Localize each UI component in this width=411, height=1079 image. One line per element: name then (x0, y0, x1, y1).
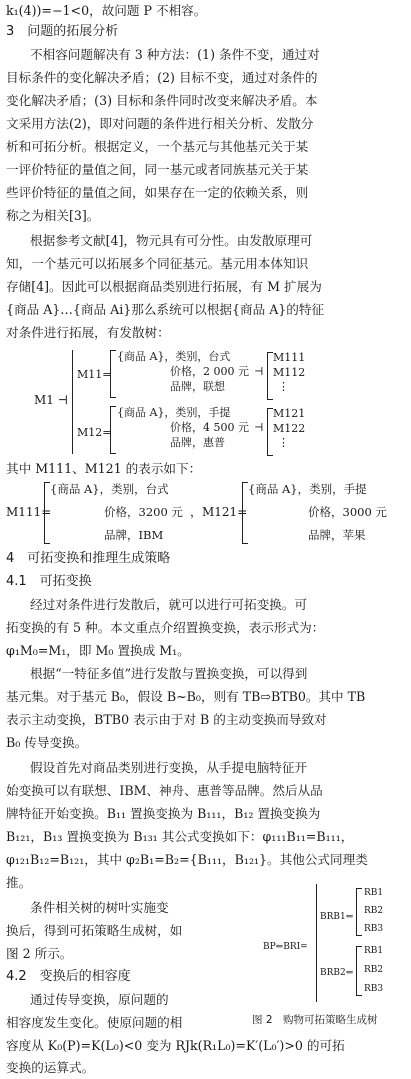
text-line: 变化解决矛盾；(3) 目标和条件同时改变来解决矛盾。本 (6, 93, 318, 108)
text-line: 牌特征开始变换。B₁₁ 置换变换为 B₁₁₁，B₁₂ 置换变换为 (6, 806, 321, 821)
text-line: 不相容问题解决有 3 种方法：(1) 条件不变，通过对 (30, 47, 320, 62)
tree-brace (72, 350, 73, 454)
text-line: B₁₂₁，B₁₃ 置换变换为 B₁₃₁ 其公式变换如下：φ₁₁₁B₁₁=B₁₁₁， (6, 829, 354, 844)
m11-row: {商品 A}，类别，台式 (117, 350, 231, 363)
section-heading-3: 3 问题的拓展分析 (6, 24, 119, 39)
figure-caption: 图 2 购物可拓策略生成树 (252, 1014, 378, 1026)
m121-child: M121 (273, 407, 306, 420)
m11-label: M11= (77, 368, 112, 381)
m12-row: 品牌，惠普 (170, 436, 225, 449)
m12-row: 价格，4 500 元 (170, 421, 249, 434)
m12-matrix-bracket (110, 406, 116, 454)
m111-row: 品牌，IBM (104, 528, 164, 542)
text-line: φ₁₂₁B₁₂=B₁₂₁，其中 φ₂B₁=B₂={B₁₁₁，B₁₂₁}。其他公式同理类 (6, 852, 368, 867)
m121-label: ，M121= (190, 505, 248, 519)
section-heading-4: 4 可拓变换和推理生成策略 (6, 551, 171, 566)
tree-leaf: RB2 (364, 965, 384, 975)
text-line: 拓变换的有 5 种。本文重点介绍置换变换，表示形式为： (6, 620, 325, 635)
text-line: 条件相关树的树叶实施变 (30, 900, 169, 915)
arrow-symbol: ⊣ (254, 365, 264, 378)
arrow-symbol: ⊣ (254, 421, 264, 434)
ellipsis: ⋮ (278, 436, 289, 449)
text-line: 其中 M111、M121 的表示如下： (6, 461, 202, 476)
m122-child: M122 (273, 422, 306, 435)
text-line: 些评价特征的量值之间，如果存在一定的依赖关系，则 (6, 185, 309, 200)
m111-row: {商品 A}，类别，台式 (50, 482, 169, 496)
tree-branch-node: BRB1⇐ (320, 912, 354, 922)
m12-label: M12= (77, 426, 112, 439)
m111-label: M111= (6, 505, 52, 519)
text-line: 始变换可以有联想、IBM、神舟、惠普等品牌。然后从品 (6, 783, 323, 798)
m12-row: {商品 A}，类别，手提 (117, 406, 231, 419)
text-line: 相容度发生变化。使原问题的相 (6, 1015, 183, 1030)
tree-leaf: RB2 (364, 906, 384, 916)
m111-row: 价格，3200 元 (104, 505, 183, 519)
text-line: 一评价特征的量值之间，同一基元或者同族基元关于某 (6, 162, 309, 177)
tree-root-node: BP⇐BRI= (263, 942, 308, 952)
text-line: 经过对条件进行发散后，就可以进行可拓变换。可 (30, 597, 308, 612)
m11-matrix-bracket (110, 350, 116, 398)
tree-branch-node: BRB2⇐ (320, 968, 354, 978)
tree-leaf: RB3 (364, 984, 384, 994)
branch-2-brace (356, 946, 362, 996)
m111-child: M111 (273, 351, 306, 364)
text-line: 图 2 所示。 (6, 946, 73, 961)
text-line: 基元集。对于基元 B₀，假设 B~B₀，则有 TB⇨BTB0。其中 TB (6, 689, 366, 704)
text-line: {商品 A}…{商品 Ai}那么系统可以根据{商品 A}的特征 (6, 302, 325, 317)
text-line: 析和可拓分析。根据定义，一个基元与其他基元关于某 (6, 139, 309, 154)
text-line: 根据参考文献[4]，物元具有可分性。由发散原理可 (30, 233, 313, 248)
tree-root-label: M1 ⊣ (34, 393, 69, 407)
text-line: 变换的运算式。 (6, 1060, 95, 1075)
text-line: 文采用方法(2)，即对问题的条件进行相关分析、发散分 (6, 116, 314, 131)
text-line: 对条件进行拓展，有发散树： (6, 325, 170, 340)
tree-leaf: RB1 (364, 946, 384, 956)
text-line: 表示主动变换，BTB0 表示由于对 B 的主动变换而导致对 (6, 712, 327, 727)
text-line: 通过传导变换，原问题的 (30, 992, 169, 1007)
m121-row: 价格，3000 元 (308, 505, 387, 519)
tree-leaf: RB3 (364, 924, 384, 934)
ellipsis: ⋮ (278, 380, 289, 393)
text-line: 推。 (6, 875, 32, 890)
text-line: 存储[4]。因此可以根据商品类别进行拓展，有 M 扩展为 (6, 279, 322, 294)
m121-row: 品牌，苹果 (308, 528, 366, 542)
text-line: 换后，得到可拓策略生成树，如 (6, 923, 183, 938)
text-line: 目标条件的变化解决矛盾；(2) 目标不变，通过对条件的 (6, 70, 318, 85)
m11-row: 品牌，联想 (170, 380, 225, 393)
branch-1-brace (356, 888, 362, 936)
m11-row: 价格，2 000 元 (170, 365, 249, 378)
text-line: 称之为相关[3]。 (6, 208, 100, 223)
text-line: φ₁M₀=M₁，即 M₀ 置换成 M₁。 (6, 643, 190, 658)
section-heading-4-2: 4.2 变换后的相容度 (6, 969, 131, 984)
text-line: 假设首先对商品类别进行变换，从手提电脑特征开 (30, 760, 308, 775)
tree-main-brace (316, 884, 317, 1002)
tree-leaf: RB1 (364, 888, 384, 898)
section-heading-4-1: 4.1 可拓变换 (6, 574, 92, 589)
text-line: 容度从 K₀(P)=K(L₀)<0 变为 RJk(R₁L₀)=K′(L₀′)>0 的可拓 (6, 1038, 345, 1053)
text-line: 根据“一特征多值”进行发散与置换变换，可以得到 (30, 666, 308, 681)
m121-row: {商品 A}，类别，手提 (248, 482, 367, 496)
m112-child: M112 (273, 366, 306, 379)
text-line: k₁(4))=−1<0，故问题 P 不相容。 (6, 3, 207, 18)
text-line: B₀ 传导变换。 (6, 735, 88, 750)
text-line: 知，一个基元可以拓展多个同征基元。基元用本体知识 (6, 256, 309, 271)
